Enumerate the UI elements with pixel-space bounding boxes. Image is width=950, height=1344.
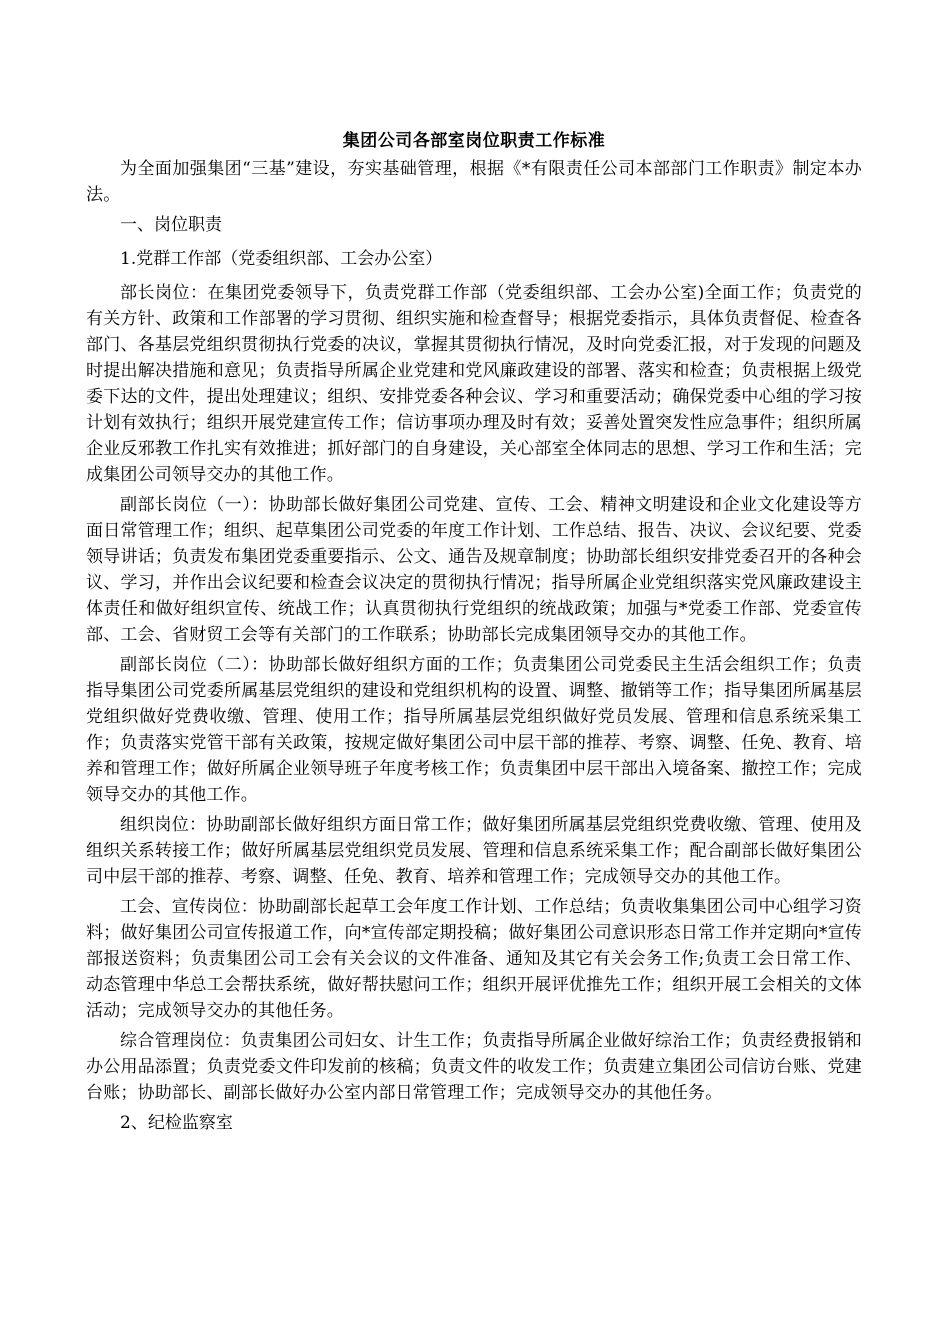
paragraph-deputy-director-2: 副部长岗位（二）：协助部长做好组织方面的工作；负责集团公司党委民主生活会组织工作；负责指导集团公司党委所属基层党组织的建设和党组织机构的设置、调整、撤销等工作；指导集团所属基层党组织做好党费收缴、管理、使用工作；指导所属基层党组织做好党员发展、管理和信息系统采集工作；负责落实党管干部有关政策，按规定做好集团公司中层干部的推荐、考察、调整、任免、教育、培养和管理工作；做好所属企业领导班子年度考核工作；负责集团中层干部出入境备案、撤控工作；完成领导交办的其他工作。	[86, 655, 862, 805]
paragraph-general-management-post: 综合管理岗位：负责集团公司妇女、计生工作；负责指导所属企业做好综治工作；负责经费报销和办公用品添置；负责党委文件印发前的核稿；负责文件的收发工作；负责建立集团公司信访台账、党建台账；协助部长、副部长做好办公室内部日常管理工作；完成领导交办的其他任务。	[86, 1031, 862, 1103]
paragraph-union-publicity-post: 工会、宣传岗位：协助副部长起草工会年度工作计划、工作总结；负责收集集团公司中心组学习资料；做好集团公司宣传报道工作，向*宣传部定期投稿；做好集团公司意识形态日常工作并定期向*宣传部报送资料；负责集团公司工会有关会议的文件准备、通知及其它有关会务工作;负责工会日常工作、动态管理中华总工会帮扶系统，做好帮扶慰问工作；组织开展评优推先工作；组织开展工会相关的文体活动；完成领导交办的其他任务。	[86, 897, 862, 1021]
dept-heading-discipline: 2、纪检监察室	[120, 1113, 233, 1133]
document-title: 集团公司各部室岗位职责工作标准	[342, 131, 606, 151]
intro-paragraph: 为全面加强集团“三基”建设，夯实基础管理，根据《*有限责任公司本部部门工作职责》制定本办法。	[86, 159, 862, 205]
dept-heading-party-affairs: 1.党群工作部（党委组织部、工会办公室）	[120, 249, 443, 269]
document-page	[86, 126, 862, 1144]
paragraph-director: 部长岗位：在集团党委领导下，负责党群工作部（党委组织部、工会办公室)全面工作；负责党的有关方针、政策和工作部署的学习贯彻、组织实施和检查督导；根据党委指示，具体负责督促、检查各部门、各基层党组织贯彻执行党委的决议，掌握其贯彻执行情况，及时向党委汇报，对于发现的问题及时提出解决措施和意见；负责指导所属企业党建和党风廉政建设的部署、落实和检查；负责根据上级党委下达的文件，提出处理建议；组织、安排党委各种会议、学习和重要活动；确保党委中心组的学习按计划有效执行；组织开展党建宣传工作；信访事项办理及时有效；妥善处置突发性应急事件；组织所属企业反邪教工作扎实有效推进；抓好部门的自身建设，关心部室全体同志的思想、学习工作和生活；完成集团公司领导交办的其他工作。	[86, 283, 862, 485]
section-heading-duties: 一、岗位职责	[120, 215, 222, 235]
paragraph-deputy-director-1: 副部长岗位（一）：协助部长做好集团公司党建、宣传、工会、精神文明建设和企业文化建设等方面日常管理工作；组织、起草集团公司党委的年度工作计划、工作总结、报告、决议、会议纪要、党委领导讲话；负责发布集团党委重要指示、公文、通告及规章制度；协助部长组织安排党委召开的各种会议、学习，并作出会议纪要和检查会议决定的贯彻执行情况；指导所属企业党组织落实党风廉政建设主体责任和做好组织宣传、统战工作；认真贯彻执行党组织的统战政策；加强与*党委工作部、党委宣传部、工会、省财贸工会等有关部门的工作联系；协助部长完成集团领导交办的其他工作。	[86, 495, 862, 645]
paragraph-organization-post: 组织岗位：协助副部长做好组织方面日常工作；做好集团所属基层党组织党费收缴、管理、使用及组织关系转接工作；做好所属基层党组织党员发展、管理和信息系统采集工作；配合副部长做好集团公司中层干部的推荐、考察、调整、任免、教育、培养和管理工作；完成领导交办的其他工作。	[86, 815, 862, 887]
